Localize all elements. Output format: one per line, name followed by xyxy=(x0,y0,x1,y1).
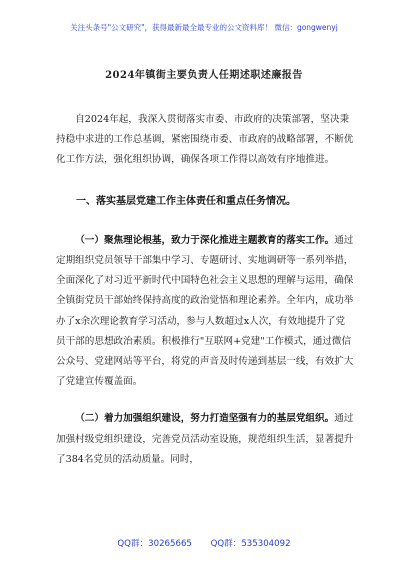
document-title: 2024年镇街主要负责人任期述职述廉报告 xyxy=(105,70,303,81)
subsection-2-title: （二）着力加强组织建设，努力打造坚强有力的基层党组织。 xyxy=(75,413,335,425)
footer-qq-group-1: QQ群：30265665 xyxy=(117,539,192,549)
intro-paragraph: 自2024年起，我深入贯彻落实市委、市政府的决策部署，坚决秉持稳中求进的工作总基调，紧密围绕市委、市政府的战略部署，不断优化工作方法，强化组织协调，确保各项工作得以高效有序地推进。 xyxy=(56,114,354,166)
subsection-1 xyxy=(56,231,354,393)
header-banner: 关注头条号"公文研究"，获得最新最全最专业的公文资料库！ 微信：gongwenyj xyxy=(70,23,338,32)
section-heading: 一、落实基层党建工作主体责任和重点任务情况。 xyxy=(76,195,296,207)
footer xyxy=(0,537,408,549)
subsection-1-text: 通过定期组织党员领导干部集中学习、专题研讨、实地调研等一系列举措，全面深化了对习近平新时代中国特色社会主义思想的理解与运用，确保全镇街党员干部始终保持高度的政治觉悟和理论素养。全年内，成功举办了x余次理论教育学习活动，参与人数超过x人次，有效地提升了党员干部的思想政治素质。积极推行"互联网+党建"工作模式，通过微信公众号、党建网站等平台，将党的声音及时传递到基层一线，有效扩大了党建宣传覆盖面。 xyxy=(56,234,354,388)
subsection-2-text: 通过加强村级党组织建设，完善党员活动室设施，规范组织生活，显著提升了384名党员的活动质量。同时， xyxy=(56,413,354,465)
subsection-2 xyxy=(56,409,354,470)
document-body xyxy=(56,110,354,487)
subsection-1-title: （一）聚焦理论根基，致力于深化推进主题教育的落实工作。 xyxy=(75,234,335,246)
footer-qq-group-2: QQ群：535304092 xyxy=(210,539,291,549)
